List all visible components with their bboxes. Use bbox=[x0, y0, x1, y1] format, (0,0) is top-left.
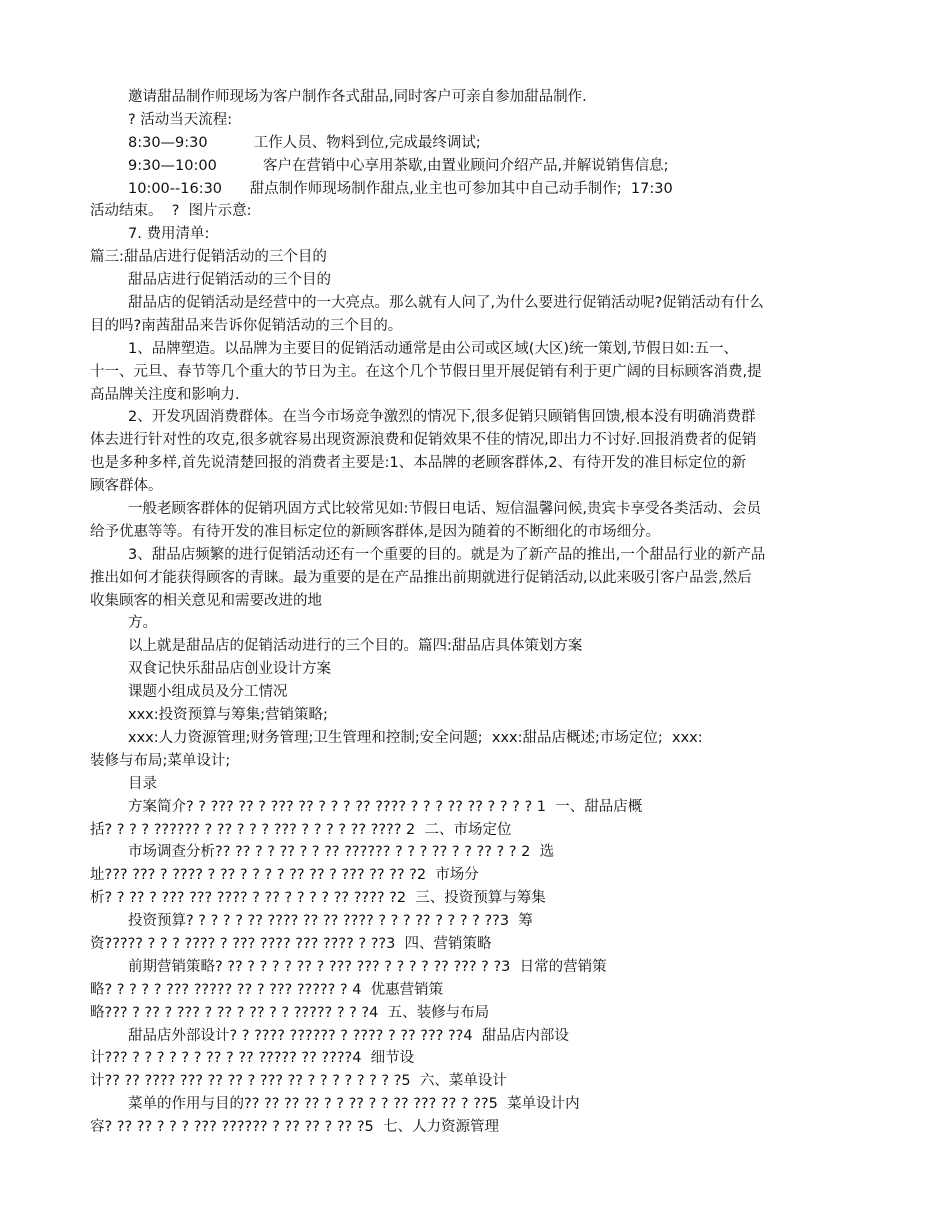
text-line: 9:30—10:00 客户在营销中心享用茶歇,由置业顾问介绍产品,并解说销售信息; bbox=[128, 157, 669, 174]
text-line: 顾客群体。 bbox=[90, 478, 163, 495]
text-line: 计?? ?? ???? ??? ?? ?? ? ??? ?? ? ? ? ? ? ? ? ?5 六、菜单设计 bbox=[90, 1073, 507, 1090]
text-line: 略? ? ? ? ? ??? ????? ?? ? ??? ????? ? 4 优惠营销策 bbox=[90, 981, 444, 998]
text-line: 甜品店进行促销活动的三个目的 bbox=[128, 272, 331, 289]
text-line: 双食记快乐甜品店创业设计方案 bbox=[128, 661, 331, 678]
text-line: 活动结束。 ? 图片示意: bbox=[90, 203, 252, 220]
text-line: 收集顾客的相关意见和需要改进的地 bbox=[90, 592, 322, 609]
text-line: 十一、元旦、春节等几个重大的节日为主。在这个几个节假日里开展促销有利于更广阔的目标顾客消费,提 bbox=[90, 363, 762, 380]
text-line: 甜品店外部设计? ? ???? ?????? ? ???? ? ?? ??? ??4 甜品店内部设 bbox=[128, 1027, 569, 1044]
text-line: 前期营销策略? ?? ? ? ? ? ?? ? ??? ??? ? ? ? ? ?? ??? ? ?3 日常的营销策 bbox=[128, 958, 607, 975]
text-line: 一般老顾客群体的促销巩固方式比较常见如:节假日电话、短信温馨问候,贵宾卡享受各类活动、会员 bbox=[128, 501, 761, 518]
text-line: 8:30—9:30 工作人员、物料到位,完成最终调试; bbox=[128, 134, 481, 151]
text-line: 给予优惠等等。有待开发的准目标定位的新顾客群体,是因为随着的不断细化的市场细分。 bbox=[90, 523, 661, 540]
text-line: 3、甜品店频繁的进行促销活动还有一个重要的目的。就是为了新产品的推出,一个甜品行业的新产品 bbox=[128, 546, 766, 563]
text-line: 目录 bbox=[128, 775, 157, 792]
text-line: 市场调查分析?? ?? ? ? ?? ? ? ?? ?????? ? ? ? ?? ? ? ?? ? ? 2 选 bbox=[128, 844, 555, 861]
text-line: xxx:投资预算与筹集;营销策略; bbox=[128, 707, 328, 724]
document-body bbox=[90, 86, 865, 1139]
text-line: 邀请甜品制作师现场为客户制作各式甜品,同时客户可亲自参加甜品制作. bbox=[128, 89, 587, 105]
text-line: 以上就是甜品店的促销活动进行的三个目的。篇四:甜品店具体策划方案 bbox=[128, 638, 583, 655]
text-line: 投资预算? ? ? ? ? ?? ???? ?? ?? ???? ? ? ? ?? ? ? ? ? ??3 筹 bbox=[128, 913, 533, 930]
text-line: 析? ? ?? ? ??? ??? ???? ? ?? ? ? ? ? ?? ???? ?2 三、投资预算与筹集 bbox=[90, 890, 546, 907]
text-line: 也是多种多样,首先说清楚回报的消费者主要是:1、本品牌的老顾客群体,2、有待开发的准目标定位的新 bbox=[90, 455, 747, 472]
text-line: 甜品店的促销活动是经营中的一大亮点。那么就有人问了,为什么要进行促销活动呢?促销活动有什么 bbox=[128, 295, 764, 312]
text-line: 括? ? ? ? ?????? ? ?? ? ? ? ??? ? ? ? ? ?? ???? 2 二、市场定位 bbox=[90, 821, 512, 838]
text-line: 计??? ? ? ? ? ? ? ?? ? ?? ????? ?? ????4 细节设 bbox=[90, 1050, 415, 1067]
text-line: 址??? ??? ? ???? ? ?? ? ? ? ? ?? ?? ? ??? ?? ?? ?2 市场分 bbox=[90, 867, 479, 884]
text-line: ? 活动当天流程: bbox=[128, 111, 233, 128]
text-line: 方。 bbox=[128, 615, 157, 632]
text-line: 体去进行针对性的攻克,很多就容易出现资源浪费和促销效果不佳的情况,即出力不讨好.回报消费者的促销 bbox=[90, 432, 757, 449]
text-line: 容? ?? ?? ? ? ? ??? ?????? ? ?? ?? ? ?? ?5 七、人力资源管理 bbox=[90, 1119, 499, 1136]
text-line: 方案简介? ? ??? ?? ? ??? ?? ? ? ? ?? ???? ? ? ? ?? ?? ? ? ? ? 1 一、甜品店概 bbox=[128, 798, 643, 815]
text-line: 高品牌关注度和影响力. bbox=[90, 386, 240, 403]
text-line: 10:00--16:30 甜点制作师现场制作甜点,业主也可参加其中自己动手制作; 17:30 bbox=[128, 180, 673, 197]
text-line: 课题小组成员及分工情况 bbox=[128, 684, 288, 701]
text-line: 推出如何才能获得顾客的青睐。最为重要的是在产品推出前期就进行促销活动,以此来吸引客户品尝,然后 bbox=[90, 569, 752, 586]
text-line: 7. 费用清单: bbox=[128, 226, 210, 243]
text-line: 目的吗?南茜甜品来告诉你促销活动的三个目的。 bbox=[90, 317, 403, 334]
text-line: xxx:人力资源管理;财务管理;卫生管理和控制;安全问题; xxx:甜品店概述;市场定位; xxx: bbox=[128, 729, 703, 746]
text-line: 菜单的作用与目的?? ?? ?? ?? ? ? ?? ? ? ?? ??? ?? ? ??5 菜单设计内 bbox=[128, 1096, 580, 1113]
text-line: 装修与布局;菜单设计; bbox=[90, 752, 231, 769]
text-line: 2、开发巩固消费群体。在当今市场竞争激烈的情况下,很多促销只顾销售回馈,根本没有明确消费群 bbox=[128, 409, 756, 426]
text-line: 资????? ? ? ? ???? ? ??? ???? ??? ???? ? ??3 四、营销策略 bbox=[90, 935, 492, 952]
text-line: 篇三:甜品店进行促销活动的三个目的 bbox=[90, 249, 327, 266]
text-line: 略??? ? ?? ? ??? ? ?? ? ?? ? ? ????? ? ? ?4 五、装修与布局 bbox=[90, 1004, 490, 1021]
text-line: 1、品牌塑造。以品牌为主要目的促销活动通常是由公司或区域(大区)统一策划,节假日如:五一、 bbox=[128, 340, 739, 357]
